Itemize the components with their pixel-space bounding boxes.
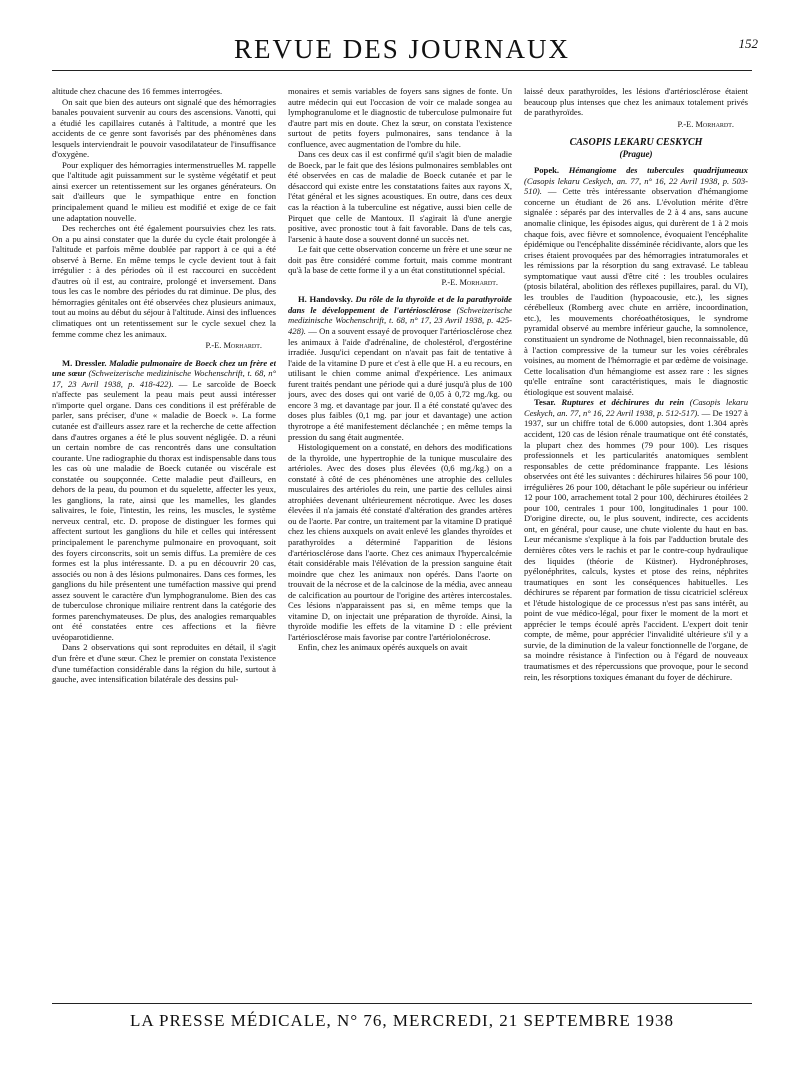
paragraph: Pour expliquer des hémorragies intermenstruelles M. rappelle que l'altitude agit puissamment sur le système végétatif et peut ainsi exercer un retentissement sur les organes générateurs. On sait d'ailleurs que le sympathique entre en fonction principalement quand le milieu est modifié et exige de ce fait une adaptation nouvelle. — [52, 159, 276, 223]
article-author: M. Dressler. — [62, 357, 107, 368]
paragraph: monaires et semis variables de foyers sans signes de fonte. Un autre médecin qui eut l'occasion de voir ce malade songea au lymphogranulome et le diagnostic de tuberculose pulmonaire fut d'autre part mis en doute. Chez la sœur, on constata l'existence surtout de petits foyers pulmonaires, sans tendance à la confluence, avec augmentation de l'ombre du hile. — [288, 86, 512, 149]
journal-heading: CASOPIS LEKARU CESKYCH — [569, 137, 703, 149]
paragraph: laissé deux parathyroïdes, les lésions d'artériosclérose étaient beaucoup plus intenses que chez les animaux totalement privés de parathyroïdes. — [524, 86, 748, 118]
paragraph: Le fait que cette observation concerne un frère et une sœur ne doit pas être considéré comme fortuit, mais comme montrant qu'à la base de cette forme il y a un état constitutionnel spécial. — [288, 244, 512, 276]
signature-name: Morhardt. — [459, 277, 498, 287]
article-reference: (Schweizerische medizinische Wochenschrift, t. 68, n° 17, 23 Avril 1938, p. 425-428). — [288, 304, 512, 337]
paragraph: Des recherches ont été également poursuivies chez les rats. On a pu ainsi constater que la durée du cycle était prolongée à l'altitude et parfois même doublée par rapport à ce qui a été observé à Berne. En même temps le cycle devient tout à fait irrégulier : à des périodes où il est raccourci en succèdent d'autres où il est, au contraire, prolongé et inversement. Dans tous les cas le nombre des périodes du rat diminue. De plus, des hémorragies génitales ont été observées chez plusieurs animaux, tout au moins au début du séjour à l'altitude. Ainsi des influences climatiques ont un retentissement sur le cycle sexuel chez la femme comme chez les animaux. — [52, 223, 276, 339]
signature-initials: P.-E. — [205, 341, 222, 351]
article-text: — Cette très intéressante observation d'hémangiome concerne un étudiant de 26 ans. L'évolution mérite d'être signalée : séparés par des intervalles de 2 à 4 ans, sans aucune anomalie clinique, les épisodes aigus, qui durèrent de 1 à 2 mois chaque fois, avec fièvre et somnolence, évoquaient l'encéphalite épidémique ou l'encéphalite disséminée récidivante, alors que les crises étaient provoquées par des hémorragies intratumorales et les rémissions par la résorption du sang extravasé. Le tableau symptomatique vaut aussi d'être cité : les troubles oculaires (ptosis bilatéral, abolition des réflexes pupillaires, paral. du VI), les troubles de l'audition (hypoacousie, etc.), les signes cérébelleux (Romberg avec chute en arrière, incoordination, etc.), les mouvements choréoathétosiques, le syndrome pyramidal observé au membre inférieur gauche, la somnolence, constituaient un syndrome de Nothnagel, bien reconnaissable, dû à l'action compressive de la tumeur sur les voies cérébrales voisines, au moment de l'hémorragie et par œdème de voisinage. Cette localisation d'un hémangiome est assez rare : les signes qu'elle entraîne sont caractéristiques, mais le diagnostic étiologique est souvent malaisé. — [524, 186, 748, 397]
signature-name: Morhardt. — [695, 119, 734, 129]
signature — [524, 120, 748, 131]
article-author: Popek. — [534, 165, 560, 176]
paragraph: Histologiquement on a constaté, en dehors des modifications de la thyroïde, une hypertrophie de la tunique musculaire des artérioles. Avec des doses plus élevées (0,6 mg./kg.) on a constaté à côté de ces phénomènes une atrophie des cellules musculaires des artérioles du rein, une partie des cellules ainsi atrophiées devenant ultérieurement nécrotique. Avec les doses élevées il n'a jamais été constaté d'altération des grandes artères ou de l'aorte. Par contre, un traitement par la vitamine D pratiqué chez les chiens auxquels on avait enlevé les glandes thyroïdes et parathyroïdes a déterminé l'apparition de lésions d'artériosclérose dans l'aorte. Chez ces animaux l'hypercalcémie était considérable mais l'élévation de la pression sanguine était moindre que chez les animaux non opérés. Dans l'aorte on trouvait de la nécrose et de la calcinose de la média, avec anneau de calcification au pourtour de l'origine des artères intercostales. Ces lésions n'apparaissent pas si, en même temps que la vitamine D, on injectait une préparation de thyroïde. Ainsi, la thyroïde modifie les effets de la vitamine D : elle prévient l'artériosclérose mais favorise par contre l'artériolonécrose. — [288, 442, 512, 642]
paragraph: Enfin, chez les animaux opérés auxquels on avait — [298, 642, 468, 653]
article-author: Tesar. — [534, 397, 556, 408]
journal-city: (Prague) — [619, 148, 653, 159]
column-1 — [52, 86, 276, 876]
page-number: 152 — [738, 36, 758, 51]
column-2 — [288, 86, 512, 876]
paragraph: altitude chez chacune des 16 femmes interrogées. — [52, 86, 223, 96]
signature-name: Morhardt. — [223, 341, 262, 351]
article-reference: (Schweizerische medizinische Wochenschrift, t. 68, n° 17, 23 Avril 1938, p. 418-422). — [52, 368, 276, 389]
journal-section-title: REVUE DES JOURNAUX — [233, 34, 570, 64]
page-header — [52, 30, 758, 66]
signature-initials: P.-E. — [441, 277, 458, 287]
article-popek — [524, 165, 748, 397]
article-text: — Le sarcoïde de Boeck n'affecte pas seulement la peau mais peut aussi intéresser n'importe quel organe. Dans ces conditions il est préférable de parler, sans préciser, d'une « maladie de Boeck ». La forme cutanée est d'ailleurs assez rare et la recherche de cette affection dans d'autres organes a été le plus souvent négligée. D. a réuni un certain nombre de cas rencontrés dans une consultation courante. Une radiographie du thorax est indispensable dans tous les cas où une maladie de Boeck cutanée ou viscérale est constatée ou soupçonnée. Cette maladie peut d'ailleurs, en dehors de la peau, du poumon et du squelette, affecter les yeux, les ganglions, la rate, ainsi que les mamelles, les glandes salivaires, le foie, l'intestin, les reins, les muscles, le système nerveux central, etc. D. propose de distinguer les formes qui affectent surtout les ganglions du hile et celles qui intéressent principalement le parenchyme pulmonaire en provoquant, soit des foyers circonscrits, soit un semis diffus. La première de ces formes est la plus intéressante. D. a pu en découvrir 20 cas, associés ou non à des lésions pulmonaires. Dans ces formes, les ganglions du hile présentent une tuméfaction massive qui prend assez souvent le caractère d'un lymphogranulome. Bien des cas de tuberculose chronique miliaire rentrent dans la catégorie des formes parenchymateuses. De plus, des analogies remarquables ont été constatées entre ces affections et la fièvre uvéoparotidienne. — [52, 378, 276, 642]
footer-rule — [52, 1003, 752, 1004]
article-reference: (Casopis lekaru Ceskych, an. 77, n° 16, 22 Avril 1938, p. 512-517). — [524, 397, 748, 418]
article-dressler — [52, 358, 276, 643]
paragraph: Dans ces deux cas il est confirmé qu'il s'agit bien de maladie de Boeck, par le fait que des lésions pulmonaires semblables ont été observées en cas de maladie de Boeck cutanée et par le désaccord qui existe entre les constatations faites aux rayons X, l'état général et les signes acoustiques. En outre, dans ces deux cas la réaction à la tuberculine est négative, aussi bien celle de Pirquet que celle de Mantoux. Il s'agirait là d'une anergie positive, avec pronostic tout à fait favorable. Dans de tels cas, l'arsenic à haute dose a souvent donné un succès net. — [288, 149, 512, 244]
article-title: Hémangiome des tubercules quadrijumeaux — [568, 165, 748, 176]
article-title: Du rôle de la thyroïde et de la parathyroïde dans le développement de l'artériosclérose — [288, 294, 512, 315]
article-tesar — [524, 397, 748, 682]
signature-initials: P.-E. — [677, 119, 694, 129]
article-title: Maladie pulmonaire de Boeck chez un frère et une sœur — [52, 357, 276, 379]
header-rule — [52, 70, 752, 71]
article-text: — On a souvent essayé de provoquer l'artériosclérose chez les animaux à l'aide d'adrénaline, de cholestérol, d'ergostérine irradiée. Jusqu'ici cependant on n'avait pas fait de tentative à l'aide de la vitamine D pure et c'est à elle que H. a eu recours, en utilisant le chien comme animal d'expérience. Les animaux furent traités pendant une période qui a duré jusqu'à plus de 100 jours, avec des doses qui ont varié de 0,05 à 0,72 mg./kg. ou encore 3 mg. et davantage par jour. Il a été constaté qu'avec des doses plus faibles (0,1 mg. par jour et davantage) une action thyrotrope a été manifestement déclanchée ; en même temps la pression du sang était augmentée. — [288, 326, 512, 442]
page-footer: LA PRESSE MÉDICALE, N° 76, MERCREDI, 21 SEPTEMBRE 1938 — [130, 1011, 674, 1030]
article-reference: (Casopis lekaru Ceskych, an. 77, n° 16, 22 Avril 1938, p. 503-510). — [524, 175, 748, 197]
paragraph: Dans 2 observations qui sont reproduites en détail, il s'agit d'un frère et d'une sœur. Chez le premier on constata l'existence d'une tuméfaction considérable dans la région du hile, surtout à gauche, avec intensification bilatérale des dessins pul- — [52, 642, 276, 685]
signature — [288, 278, 512, 289]
article-handovsky — [288, 294, 512, 442]
column-3 — [524, 86, 748, 816]
article-author: H. Handovsky. — [298, 294, 353, 305]
signature — [52, 341, 276, 352]
article-title: Ruptures et déchirures du rein — [561, 397, 685, 408]
article-text: — De 1927 à 1937, sur un chiffre total de 6.000 autopsies, dont 1.304 après accident, 120 cas de lésion rénale traumatique ont été constatés, la plupart chez des hommes (79 pour 100). Les risques professionnels et les particularités anatomiques semblent responsables de cette prédominance frappante. Les lésions observées ont été les suivantes : déchirures hilaires 56 pour 100, irrégulières 26 pour 100, détachant le pôle supérieur ou inférieur 12 pour 100, arrachement total 2 pour 100, déchirures étoilées 2 pour 100, centrales 1 pour 100, longitudinales 1 pour 100. D'origine directe, ou, le plus souvent, indirecte, ces accidents ont, en général, pour cause, une chute violente du haut en bas. Leur mécanisme s'explique à la fois par l'adduction brutale des dernières côtes vers le rachis et par le contre-coup hydraulique des liquides (théorie de Küstner). Hydronéphroses, pyélonéphrites, calculs, kystes et ptose des reins, néphrites traumatiques en sont les conséquences habituelles. Les déchirures se réparent par formation de tissu cicatriciel scléreux et l'étude histologique de ce processus n'est pas sans intérêt, au point de vue médico-légal, pour fixer le moment de la mort et apprécier le temps écoulé après l'accident. L'expert doit tenir compte, de même, pour apprécier l'invalidité ultérieure s'il y a survie, de la diminution de la valeur fonctionnelle de l'organe, de sa moindre résistance à l'infection ou à l'égard de nouveaux traumatismes et des répercussions que provoque, pour le second rein, les résorptions toxiques émanant du foyer de déchirure. — [524, 407, 748, 682]
paragraph: On sait que bien des auteurs ont signalé que des hémorragies banales pouvaient survenir au cours des ascensions. Vanotti, qui a étudié les capillaires cutanés à l'altitude, a montré que les accidents de ce genre sont favorisés par des phénomènes dans lesquels interviendrait le pouvoir vasodilatateur de l'insuffisance d'oxygène. — [52, 96, 276, 160]
